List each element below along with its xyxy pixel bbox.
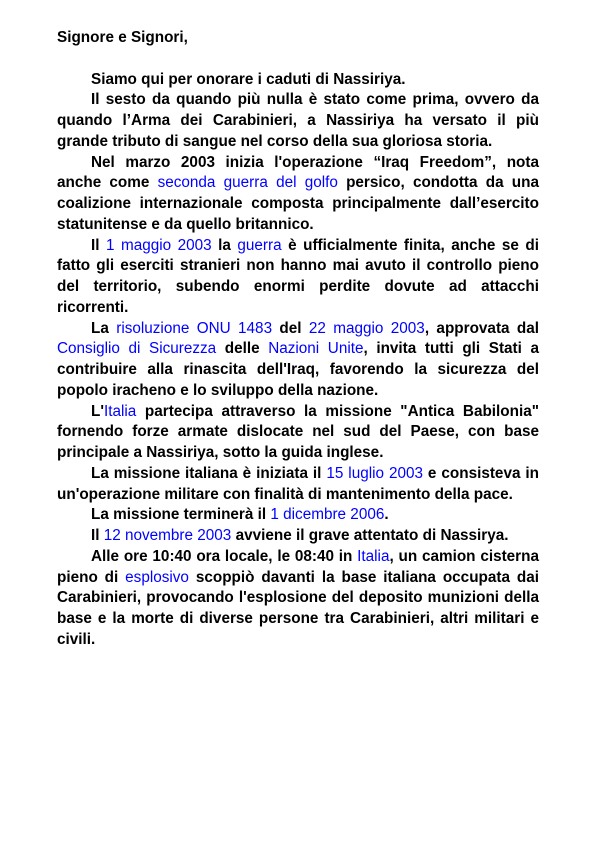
paragraph-text: delle [216,340,269,358]
paragraph [57,464,539,506]
hyperlink[interactable]: 1 dicembre 2006 [270,506,385,524]
paragraph-text: Il sesto da quando più nulla è stato come prima, ovvero da quando l’Arma dei Carabinieri, a Nassiriya ha versato il più grande tributo di sangue nel corso della sua gloriosa storia. [57,91,539,150]
paragraph [57,402,539,464]
hyperlink[interactable]: risoluzione ONU 1483 [116,319,273,337]
hyperlink[interactable]: 15 luglio 2003 [326,464,423,482]
paragraph [57,153,539,236]
paragraph-text: La missione terminerà il [91,506,271,524]
hyperlink[interactable]: guerra [237,236,282,254]
hyperlink[interactable]: 1 maggio 2003 [105,236,212,254]
salutation: Signore e Signori, [57,29,188,46]
paragraph [57,236,539,319]
paragraph-text: L' [91,402,104,420]
paragraph-text: è ufficialmente finita, anche se di fatto gli eserciti stranieri non hanno mai avuto il controllo pieno del territorio, subendo enormi perdite dovute ad attacchi ricorrenti. [57,236,539,316]
document-body [57,70,539,651]
paragraph-text: del [272,319,309,337]
paragraph [57,319,539,402]
paragraph-text: la [211,236,238,254]
paragraph-text: , invita tutti gli Stati a contribuire alla rinascita dell'Iraq, favorendo la sicurezza del popolo iracheno e lo sviluppo della nazione. [57,340,539,399]
hyperlink[interactable]: Italia [103,402,137,420]
hyperlink[interactable]: seconda guerra del golfo [157,174,338,192]
paragraph-text: , approvata dal [424,319,539,337]
paragraph-text: Alle ore 10:40 ora locale, le 08:40 in [91,547,358,565]
paragraph-text: e consisteva in un'operazione militare con finalità di mantenimento della pace. [57,464,539,503]
document-page [57,28,539,651]
paragraph-text: scoppiò davanti la base italiana occupata dai Carabinieri, provocando l'esplosione del deposito munizioni della base e la morte di diverse persone tra Carabinieri, altri militari e civili. [57,568,539,648]
paragraph [57,526,539,547]
paragraph-text: . [384,506,389,524]
hyperlink[interactable]: Nazioni Unite [268,340,364,358]
paragraph [57,505,539,526]
hyperlink[interactable]: esplosivo [125,568,189,586]
paragraph-text: Il [91,236,106,254]
paragraph [57,90,539,152]
hyperlink[interactable]: 22 maggio 2003 [308,319,425,337]
paragraph-text: La missione italiana è iniziata il [91,464,327,482]
paragraph [57,547,539,651]
paragraph-text: avviene il grave attentato di Nassirya. [231,527,509,544]
hyperlink[interactable]: 12 novembre 2003 [103,527,232,544]
paragraph-text: Nel marzo 2003 inizia l'operazione “Iraq Freedom”, nota anche come [57,153,539,192]
paragraph-text: Siamo qui per onorare i caduti di Nassiriya. [91,70,406,88]
paragraph [57,70,539,91]
paragraph-text: persico, condotta da una coalizione internazionale composta principalmente dall’esercito statunitense e da quello britannico. [57,174,539,233]
paragraph-text: partecipa attraverso la missione "Antica Babilonia" fornendo forze armate dislocate nel sud del Paese, con base principale a Nassiriya, sotto la guida inglese. [57,402,539,461]
paragraph-text: La [91,319,117,337]
hyperlink[interactable]: Consiglio di Sicurezza [57,340,217,358]
paragraph-text: , un camion cisterna pieno di [57,547,539,586]
paragraph-text: Il [91,527,104,544]
hyperlink[interactable]: Italia [357,547,390,565]
